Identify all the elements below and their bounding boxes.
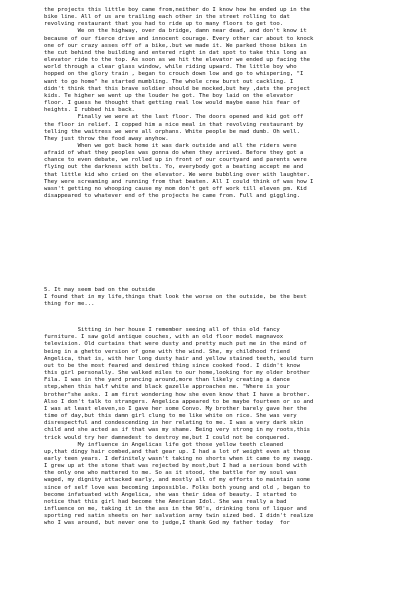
- text-line: floor. I guess he thought that getting real low would maybe ease his fear of: [44, 100, 300, 107]
- text-line: early teen years. I definitely wasn't taking no shorts when it came to my swagg.: [44, 455, 314, 462]
- text-line: 5. It may seem bad on the outside: [44, 287, 156, 293]
- text-line: this girl personally. She walked miles to our home,looking for my older brother: [44, 370, 311, 377]
- text-line: world through a clear glass window, while riding upward. The little boy who: [44, 64, 297, 71]
- text-line: furniture. I saw gold antique couches, with an old floor model magnavox: [44, 334, 284, 341]
- text-line: Sitting in her house I remember seeing all of this old fancy: [44, 327, 280, 334]
- text-line: I was at least eleven,so I gave her some Convo. My brother barely gave her the: [44, 405, 307, 412]
- text-line: [44, 320, 313, 327]
- text-line: that little kid who cried on the elevator. We were bubbling over with laughter.: [44, 171, 311, 178]
- text-line: I found that in my life,things that look the worse on the outside, be the best: [44, 294, 307, 301]
- story-part-one: [44, 7, 313, 200]
- text-line: who I was around, but never one to judge,I thank God my father today for: [44, 520, 290, 527]
- text-line: influence on me, taking it in the ass in the 90's, drinking tons of liquor and: [44, 506, 307, 513]
- text-line: step,when this half white and black gazelle approaches me. "Where is your: [44, 384, 290, 391]
- text-line: kids. Te higher we went up the louder he got. The boy laid on the elevator: [44, 92, 294, 99]
- text-line: thing for me...: [44, 301, 95, 308]
- text-line: I grew up at the stone that was rejected by most,but I had a serious bond with: [44, 463, 307, 470]
- section-five-intro: [44, 287, 307, 308]
- text-line: revolving restaurant that you had to ride up to many floors to get too.: [44, 21, 284, 28]
- text-line: want to go home" he started mumbling. The whole crew burst out cackling. I: [44, 78, 294, 85]
- text-line: up,that dingy hair combed,and that gear up. I had a lot of weight even at those: [44, 448, 311, 455]
- text-line: wasn't getting no whooping cause my mom don't get off work till eleven pm. Kid: [44, 185, 307, 192]
- text-line: They just throw the food away anyhow.: [44, 135, 169, 142]
- text-line: They were screaming and running from that beaten. All I could think of was how I: [44, 178, 314, 185]
- text-line: flying out the darkness with belts. Yo, everybody got a beating accept me and: [44, 164, 304, 171]
- text-line: notice that this girl had become the American Idol. She was really a bad: [44, 498, 287, 505]
- text-line: since of self love was becoming impossible. Folks both young and old , began to: [44, 484, 311, 491]
- text-line: trick would try her damnedest to destroy me,but I could not be conquered.: [44, 434, 290, 441]
- text-line: hopped on the glory train , began to crouch down low and go to whispering, "I: [44, 71, 304, 78]
- text-line: didn't think that this brave soldier should be mocked,but hey ,dats the project: [44, 85, 311, 92]
- text-line: become infatuated with Angelica, she was their idea of beauty. I started to: [44, 491, 297, 498]
- text-line: disappeared to whatever end of the projects he came from. Full and giggling.: [44, 193, 300, 200]
- text-line: We on the highway, over da bridge, damn near dead, and don't know it: [44, 28, 307, 35]
- text-line: bike line. All of us are trailing each other in the street rolling to dat: [44, 14, 290, 21]
- text-line: When we got back home it was dark outside and all the riders were: [44, 142, 297, 149]
- text-line: the projects this little boy came from,neither do I know how he ended up in the: [44, 7, 311, 13]
- text-line: because of our fierce drive and innocent courage. Every other car about to knock: [44, 35, 314, 42]
- text-line: afraid of what they peoples was gonna do when they arrived. Before they got a: [44, 150, 304, 157]
- text-line: television. Old curtains that were dusty and pretty much put me in the mind of: [44, 341, 307, 348]
- text-line: the floor in relief. I copped him a nice meal in that revolving restaurant by: [44, 121, 304, 128]
- text-line: Angelica, that is, with her long dusty hair and yellow stained teeth, would turn: [44, 355, 314, 362]
- text-line: disrespectful and condescending in her relating to me. I was a very dark skin: [44, 420, 304, 427]
- text-line: the cut behind the building and entered right in dat spot to take this long as: [44, 49, 307, 56]
- text-line: chance to even debate, we rolled up in front of our courtyard and parents were: [44, 157, 307, 164]
- text-line: the only one who mattered to me. So as it stood, the battle for my soul was: [44, 470, 297, 477]
- text-line: elevator ride to the top. As soon as we hit the elevator we ended up facing the: [44, 57, 311, 64]
- text-line: out to be the most feared and desired thing since cooked food. I didn't know: [44, 362, 300, 369]
- text-line: My influence in Angelicas life got those yellow teeth cleaned: [44, 441, 284, 448]
- text-line: waged, my dignity attacked early, and mostly all of my efforts to maintain some: [44, 477, 311, 484]
- text-line: sporting red satin sheets on her salvation army twin sized bed. I didn't realize: [44, 513, 314, 520]
- text-line: brother"she asks. I am first wondering how she even know that I have a brother.: [44, 391, 311, 398]
- text-line: heights. I rubbed his back.: [44, 107, 135, 114]
- text-line: time of day,but this damn girl clung to me like white on rice. She was very: [44, 413, 297, 420]
- text-line: one of our crazy asses off of a bike,.but we made it. We parked those bikes in: [44, 42, 307, 49]
- text-line: telling the waitress we were all orphans. White people be mad dumb. Oh well.: [44, 128, 300, 135]
- text-line: Also I don't talk to strangers. Angelica appeared to be maybe fourteen or so and: [44, 398, 314, 405]
- text-line: Finally we were at the last floor. The doors opened and kid got off: [44, 114, 304, 121]
- section-five-body: [44, 320, 313, 528]
- text-line: being in a ghetto version of gone with the wind. She, my childhood friend: [44, 348, 290, 355]
- text-line: Fila. I was in the yard prancing around,more than likely creating a dance: [44, 377, 290, 384]
- text-line: child and she acted as if that was my shame. Being very strong in my roots,this: [44, 427, 311, 434]
